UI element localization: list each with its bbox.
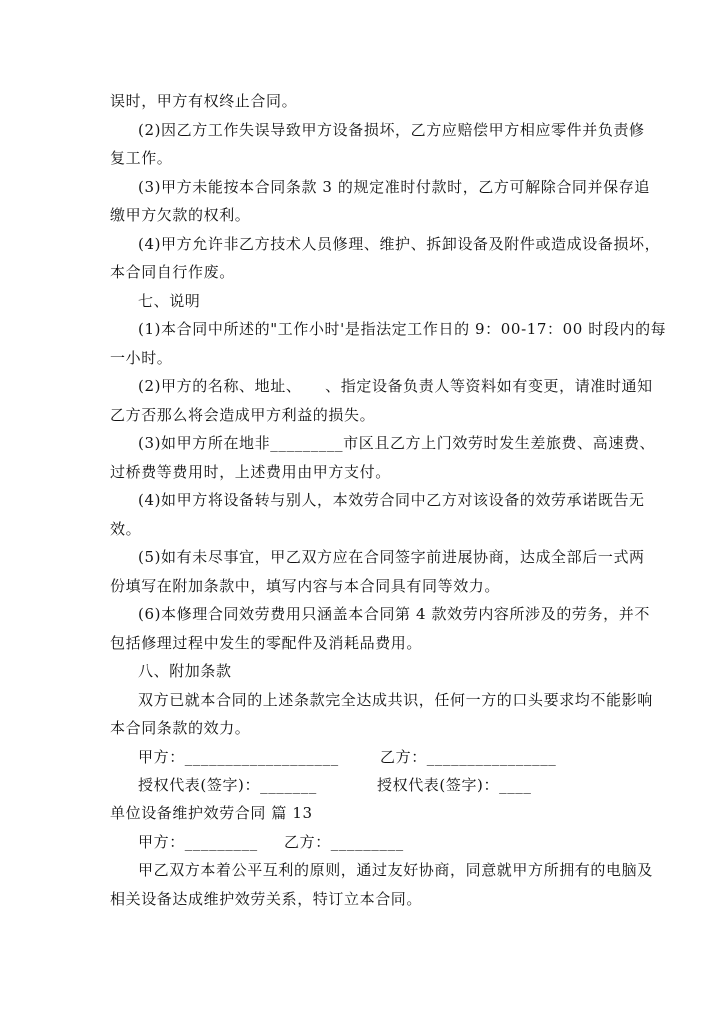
- text-line: 相关设备达成维护效劳关系，特订立本合同。: [110, 890, 423, 908]
- text-line: (4)如甲方将设备转与别人，本效劳合同中乙方对该设备的效劳承诺既告无: [138, 491, 645, 509]
- section-heading: 八、附加条款: [138, 662, 232, 680]
- text-line: (1)本合同中所述的"工作小时'是指法定工作日的 9：00-17：00 时段内的每: [138, 320, 667, 338]
- party-b-line: 乙方：_________: [284, 833, 404, 851]
- party-a-line: 甲方：_________: [138, 833, 258, 851]
- text-line: (3)甲方未能按本合同条款 3 的规定准时付款时，乙方可解除合同并保存追: [138, 178, 650, 196]
- signature-party-b: 乙方：________________: [380, 748, 557, 766]
- text-line: (3)如甲方所在地非_________市区且乙方上门效劳时发生差旅费、高速费、: [138, 434, 656, 452]
- text-line: (4)甲方允许非乙方技术人员修理、维护、拆卸设备及附件或造成设备损坏，: [138, 235, 661, 253]
- text-line: 效。: [110, 520, 142, 538]
- text-line: (2)因乙方工作失误导致甲方设备损坏，乙方应赔偿甲方相应零件并负责修: [138, 121, 645, 139]
- text-line: 复工作。: [110, 149, 173, 167]
- text-line: (6)本修理合同效劳费用只涵盖本合同第 4 款效劳内容所涉及的劳务，并不: [138, 605, 650, 623]
- section-heading: 七、说明: [138, 292, 201, 310]
- text-line: 包括修理过程中发生的零配件及消耗品费用。: [110, 634, 423, 652]
- text-line: 份填写在附加条款中，填写内容与本合同具有同等效力。: [110, 577, 501, 595]
- text-line: 甲乙双方本着公平互利的原则，通过友好协商，同意就甲方所拥有的电脑及: [138, 861, 653, 879]
- text-line: 误时，甲方有权终止合同。: [110, 92, 298, 110]
- text-line: 乙方否那么将会造成甲方利益的损失。: [110, 406, 376, 424]
- signature-party-a: 甲方：___________________: [138, 748, 339, 766]
- text-line: (5)如有未尽事宜，甲乙双方应在合同签字前进展协商，达成全部后一式两: [138, 548, 645, 566]
- authorized-rep-a: 授权代表(签字)：_______: [138, 776, 317, 794]
- authorized-rep-b: 授权代表(签字)：____: [377, 776, 532, 794]
- text-line: (2)甲方的名称、地址、 、指定设备负责人等资料如有变更，请准时通知: [138, 377, 653, 395]
- text-line: 本合同条款的效力。: [110, 719, 251, 737]
- section-title: 单位设备维护效劳合同 篇 13: [110, 804, 313, 822]
- text-line: 本合同自行作废。: [110, 263, 235, 281]
- text-line: 一小时。: [110, 349, 173, 367]
- text-line: 过桥费等费用时，上述费用由甲方支付。: [110, 463, 391, 481]
- text-line: 缴甲方欠款的权利。: [110, 206, 251, 224]
- text-line: 双方已就本合同的上述条款完全达成共识，任何一方的口头要求均不能影响: [138, 691, 653, 709]
